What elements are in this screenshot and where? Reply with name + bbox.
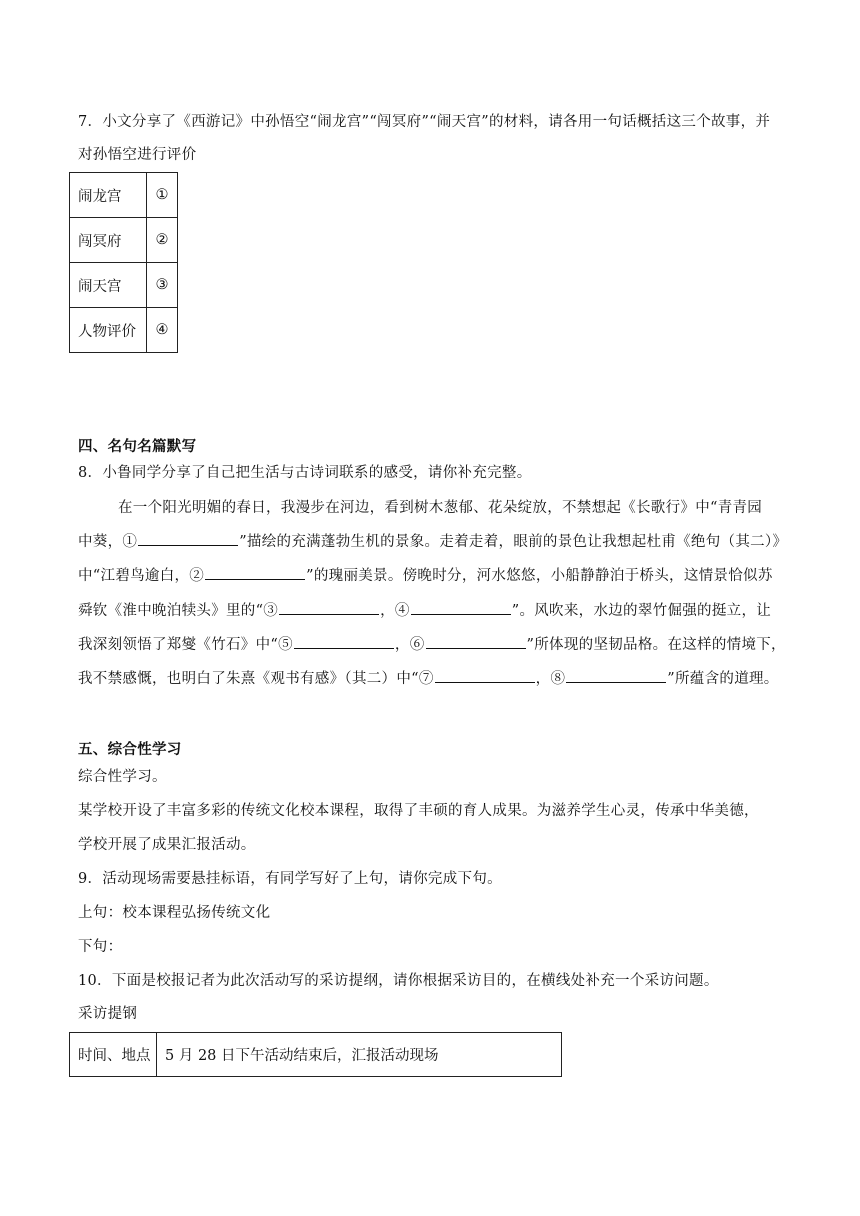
question-10: 10．下面是校报记者为此次活动写的采访提纲，请你根据采访目的，在横线处补充一个采访问题。 [78,973,719,989]
answer-blank-1[interactable] [138,531,238,546]
table-row [70,173,178,218]
question-9: 9．活动现场需要悬挂标语，有同学写好了上句，请你完成下句。 [78,871,502,887]
paragraph-line [78,634,790,655]
section-5-heading: 五、综合性学习 [78,741,182,758]
table-row [70,308,178,353]
text: ，⑥ [394,637,425,653]
table-row [70,218,178,263]
table-cell-label: 时间、地点 [70,1033,157,1077]
section-5-paragraph: 某学校开设了丰富多彩的传统文化校本课程，取得了丰硕的育人成果。为滋养学生心灵，传承中华美德， [78,803,759,819]
answer-blank-8[interactable] [566,668,666,683]
table-cell-mark: ④ [147,308,178,353]
question-7-table [69,172,178,353]
text: ”描绘的充满蓬勃生机的景象。走着走着，眼前的景色让我想起杜甫《绝句（其二）》 [239,534,788,550]
table-cell-label: 人物评价 [70,308,147,353]
outline-title: 采访提钢 [78,1006,138,1022]
answer-blank-6[interactable] [426,634,526,649]
text: 在一个阳光明媚的春日，我漫步在河边，看到树木葱郁、花朵绽放，不禁想起《长歌行》中“青青园 [118,500,763,516]
text: 我不禁感慨，也明白了朱熹《观书有感》（其二）中“⑦ [78,671,434,687]
paragraph-line [78,600,790,621]
text: 舜钦《淮中晚泊犊头》里的“③ [78,603,279,619]
upper-couplet: 上句：校本课程弘扬传统文化 [78,905,271,921]
text: ，④ [380,603,410,619]
paragraph-line [78,565,790,586]
paragraph-line [118,498,790,518]
text: 中“江碧鸟逾白，② [78,568,205,584]
table-cell-mark: ③ [147,263,178,308]
answer-blank-7[interactable] [435,668,535,683]
table-row [70,263,178,308]
section-5-paragraph: 学校开展了成果汇报活动。 [78,837,256,853]
lower-couplet: 下句： [78,939,123,955]
table-cell-label: 闯冥府 [70,218,147,263]
table-cell-value: 5 月 28 日下午活动结束后，汇报活动现场 [157,1033,562,1077]
text: ”所体现的坚韧品格。在这样的情境下， [526,637,786,653]
section-4-heading: 四、名句名篇默写 [78,438,197,455]
interview-outline-table [69,1032,562,1077]
text: ，⑧ [535,671,566,687]
table-row [70,1033,562,1077]
paragraph-line [78,668,790,689]
table-cell-mark: ② [147,218,178,263]
table-cell-mark: ① [147,173,178,218]
text: ”所蕴含的道理。 [667,671,779,687]
text: ”的瑰丽美景。傍晚时分，河水悠悠，小船静静泊于桥头，这情景恰似苏 [306,568,773,584]
text: 中葵，① [78,534,138,550]
text: ”。风吹来，水边的翠竹倔强的挺立，让 [511,603,772,619]
text: 我深刻领悟了郑燮《竹石》中“⑤ [78,637,293,653]
question-8: 8．小鲁同学分享了自己把生活与古诗词联系的感受，请你补充完整。 [78,465,532,481]
answer-blank-2[interactable] [205,565,305,580]
table-cell-label: 闹天宫 [70,263,147,308]
answer-blank-3[interactable] [279,600,379,615]
answer-blank-5[interactable] [294,634,394,649]
paragraph-line [78,531,790,552]
question-7-line2: 对孙悟空进行评价 [78,147,197,163]
question-7-line1: 7．小文分享了《西游记》中孙悟空“闹龙宫”“闯冥府”“闹天宫”的材料，请各用一句话概括这三个故事，并 [78,114,771,130]
section-5-intro: 综合性学习。 [78,769,167,785]
answer-blank-4[interactable] [411,600,511,615]
table-cell-label: 闹龙宫 [70,173,147,218]
